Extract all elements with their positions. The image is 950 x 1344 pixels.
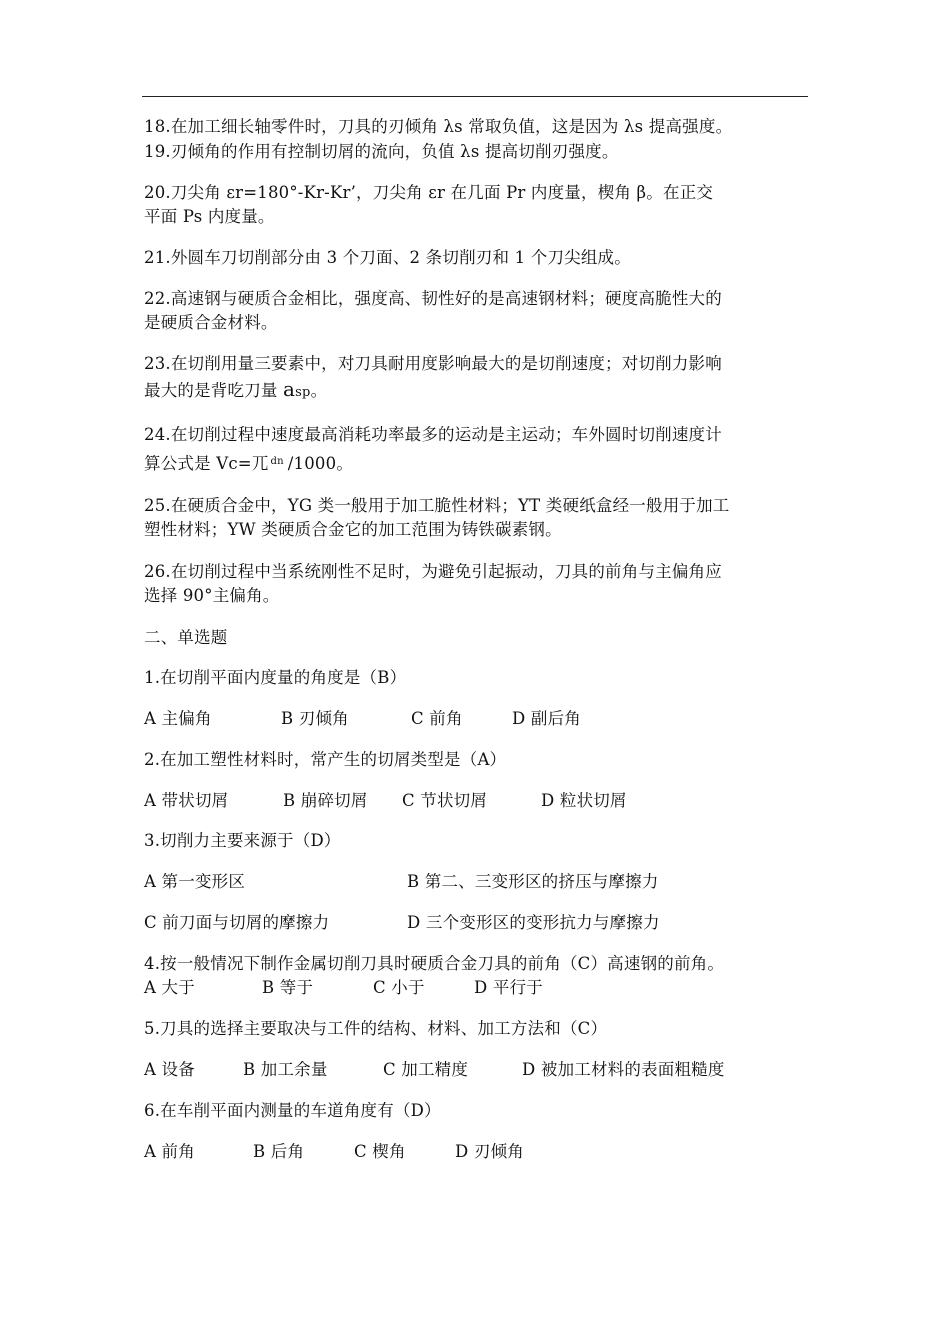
single-choice-6-option-d: D 刃倾角	[455, 1142, 524, 1161]
question-20-line-1: 20.刀尖角 εr=180°-Kr-Kr’，刀尖角 εr 在几面 Pr 内度量，楔角 β。在正交	[144, 183, 714, 202]
single-choice-3-option-b: B 第二、三变形区的挤压与摩擦力	[407, 872, 659, 891]
single-choice-1-option-a: A 主偏角	[144, 709, 212, 728]
single-choice-2-stem: 2.在加工塑性材料时，常产生的切屑类型是（A）	[144, 750, 507, 769]
single-choice-2-option-b: B 崩碎切屑	[283, 791, 368, 810]
formula-prefix: 算公式是 Vc=兀	[144, 454, 269, 473]
section-title: 二、单选题	[144, 628, 228, 647]
single-choice-5-option-b: B 加工余量	[243, 1060, 328, 1079]
single-choice-3-option-a: A 第一变形区	[144, 872, 246, 891]
single-choice-1-stem: 1.在切削平面内度量的角度是（B）	[144, 668, 407, 687]
single-choice-3-option-c: C 前刀面与切屑的摩擦力	[144, 913, 330, 932]
single-choice-2-option-a: A 带状切屑	[144, 791, 229, 810]
question-18: 18.在加工细长轴零件时，刀具的刃倾角 λs 常取负值，这是因为 λs 提高强度。	[144, 117, 733, 136]
question-22-line-1: 22.高速钢与硬质合金相比，强度高、韧性好的是高速钢材料；硬度高脆性大的	[144, 289, 722, 308]
question-26-line-1: 26.在切削过程中当系统刚性不足时，为避免引起振动，刀具的前角与主偏角应	[144, 562, 722, 581]
question-24-line-1: 24.在切削过程中速度最高消耗功率最多的运动是主运动；车外圆时切削速度计	[144, 425, 722, 444]
question-23-end: 。	[310, 381, 328, 400]
question-25-line-1: 25.在硬质合金中，YG 类一般用于加工脆性材料；YT 类硬纸盒经一般用于加工	[144, 496, 730, 515]
single-choice-4-option-a: A 大于	[144, 978, 195, 997]
single-choice-3-option-d: D 三个变形区的变形抗力与摩擦力	[407, 913, 660, 932]
single-choice-6-stem: 6.在车削平面内测量的车道角度有（D）	[144, 1101, 441, 1120]
question-24-line-2	[144, 451, 353, 473]
formula-superscript: dn	[270, 456, 284, 467]
single-choice-1-option-c: C 前角	[411, 709, 463, 728]
question-23-line-1: 23.在切削用量三要素中，对刀具耐用度影响最大的是切削速度；对切削力影响	[144, 354, 722, 373]
single-choice-6-option-b: B 后角	[253, 1142, 305, 1161]
question-23-line-2-text: 最大的是背吃刀量	[144, 381, 284, 400]
question-23-line-2	[144, 378, 327, 400]
question-26-line-2: 选择 90°主偏角。	[144, 586, 280, 605]
formula-suffix: /1000。	[287, 454, 354, 473]
question-20-line-2: 平面 Ps 内度量。	[144, 207, 275, 226]
symbol-subscript-sp: sp	[295, 385, 311, 400]
single-choice-5-option-c: C 加工精度	[383, 1060, 469, 1079]
single-choice-5-stem: 5.刀具的选择主要取决与工件的结构、材料、加工方法和（C）	[144, 1019, 608, 1038]
single-choice-2-option-c: C 节状切屑	[402, 791, 488, 810]
single-choice-4-option-c: C 小于	[373, 978, 425, 997]
single-choice-6-option-c: C 楔角	[354, 1142, 406, 1161]
header-rule	[142, 96, 808, 97]
single-choice-4-option-d: D 平行于	[474, 978, 543, 997]
single-choice-4-option-b: B 等于	[262, 978, 314, 997]
single-choice-5-option-d: D 被加工材料的表面粗糙度	[522, 1060, 725, 1079]
single-choice-6-option-a: A 前角	[144, 1142, 195, 1161]
single-choice-1-option-d: D 副后角	[512, 709, 581, 728]
question-22-line-2: 是硬质合金材料。	[144, 313, 278, 332]
question-19: 19.刃倾角的作用有控制切屑的流向，负值 λs 提高切削刃强度。	[144, 142, 619, 161]
single-choice-5-option-a: A 设备	[144, 1060, 195, 1079]
single-choice-2-option-d: D 粒状切屑	[541, 791, 627, 810]
question-25-line-2: 塑性材料；YW 类硬质合金它的加工范围为铸铁碳素钢。	[144, 520, 562, 539]
symbol-a: a	[283, 377, 296, 401]
single-choice-1-option-b: B 刃倾角	[281, 709, 349, 728]
question-21: 21.外圆车刀切削部分由 3 个刀面、2 条切削刃和 1 个刀尖组成。	[144, 248, 631, 267]
single-choice-4-stem: 4.按一般情况下制作金属切削刀具时硬质合金刀具的前角（C）高速钢的前角。	[144, 954, 725, 973]
single-choice-3-stem: 3.切削力主要来源于（D）	[144, 831, 341, 850]
